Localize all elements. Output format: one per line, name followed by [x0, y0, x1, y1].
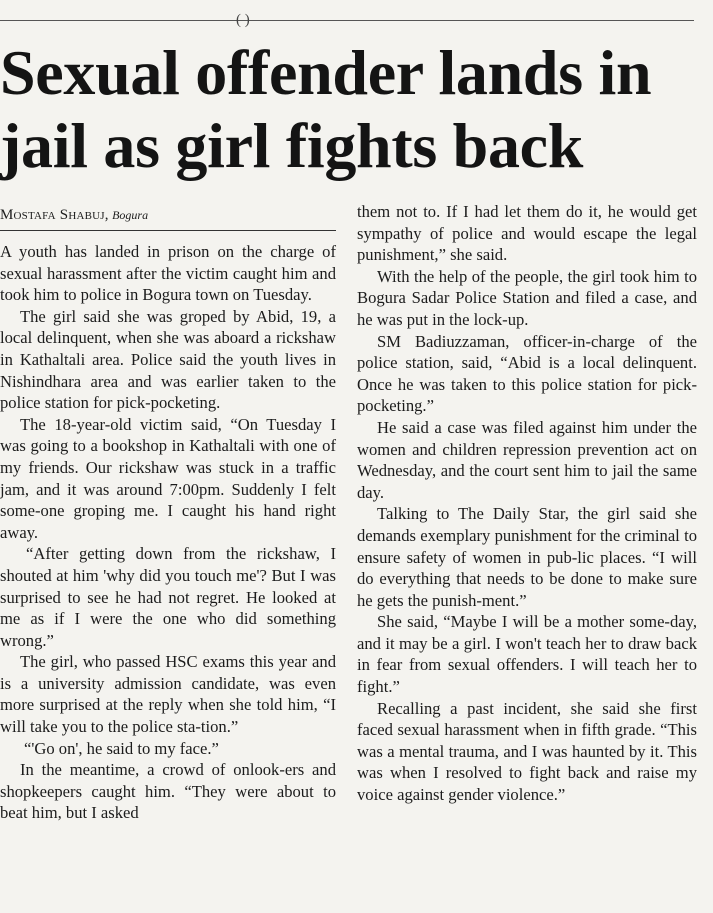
paragraph: She said, “Maybe I will be a mother some-day, and it may be a girl. I won't teach her to draw back in fear from sexual offenders. I will teach her to fight.”	[357, 612, 697, 697]
paragraph: them not to. If I had let them do it, he would get sympathy of police and would escape the legal punishment,” she said.	[357, 202, 697, 265]
byline-location: Bogura	[112, 208, 149, 222]
paragraph: The 18-year-old victim said, “On Tuesday I was going to a bookshop in Kathaltali with one of my friends. Our rickshaw was stuck in a traffic jam, and it was around 7:00pm. Suddenly I felt some-one groping me. I caught his hand right away.	[0, 414, 336, 542]
paragraph: “'Go on', he said to my face.”	[24, 738, 219, 758]
paragraph: A youth has landed in prison on the charge of sexual harassment after the victim caught him and took him to police in Bogura town on Tuesday.	[0, 242, 336, 305]
paragraph: Recalling a past incident, she said she first faced sexual harassment when in fifth grade. “This was a mental trauma, and I was haunted by it. This was when I resolved to fight back and raise my voice against gender violence.”	[357, 698, 697, 805]
paragraph: Talking to The Daily Star, the girl said she demands exemplary punishment for the criminal to ensure safety of women in pub-lic places. “I will do everything that needs to be done to make sure he gets the punish-ment.”	[357, 504, 697, 610]
headline: Sexual offender lands in jail as girl fights back	[0, 37, 652, 181]
top-rule	[0, 12, 694, 28]
left-body	[0, 241, 336, 824]
paragraph: He said a case was filed against him under the women and children repression prevention act on Wednesday, and the court sent him to jail the same day.	[357, 417, 697, 502]
paragraph: “After getting down from the rickshaw, I shouted at him 'why did you touch me'? But I was surprised to see he had not regret. He looked at me as if I were the one who did something wrong.”	[0, 544, 336, 650]
article-column-left	[0, 201, 336, 824]
paragraph: The girl said she was groped by Abid, 19, a local delinquent, when she was aboard a rickshaw in Kathaltali area. Police said the youth lives in Nishindhara area and was earlier taken to the police station for pick-pocketing.	[0, 306, 336, 413]
paragraph: With the help of the people, the girl took him to Bogura Sadar Police Station and filed a case, and he was put in the lock-up.	[357, 266, 697, 329]
paragraph: In the meantime, a crowd of onlook-ers and shopkeepers caught him. “They were about to beat him, but I asked	[0, 760, 336, 823]
byline	[0, 207, 336, 231]
paragraph: SM Badiuzzaman, officer-in-charge of the police station, said, “Abid is a local delinquent. Once he was taken to this police station for pick-pocketing.”	[357, 331, 697, 416]
byline-author: Mostafa Shabuj,	[0, 207, 109, 223]
paragraph: The girl, who passed HSC exams this year and is a university admission candidate, was even more surprised at the reply when she told him, “I will take you to the police sta-tion.”	[0, 652, 336, 737]
article-column-right	[357, 201, 697, 806]
top-cutoff-text: ( )	[236, 12, 250, 28]
